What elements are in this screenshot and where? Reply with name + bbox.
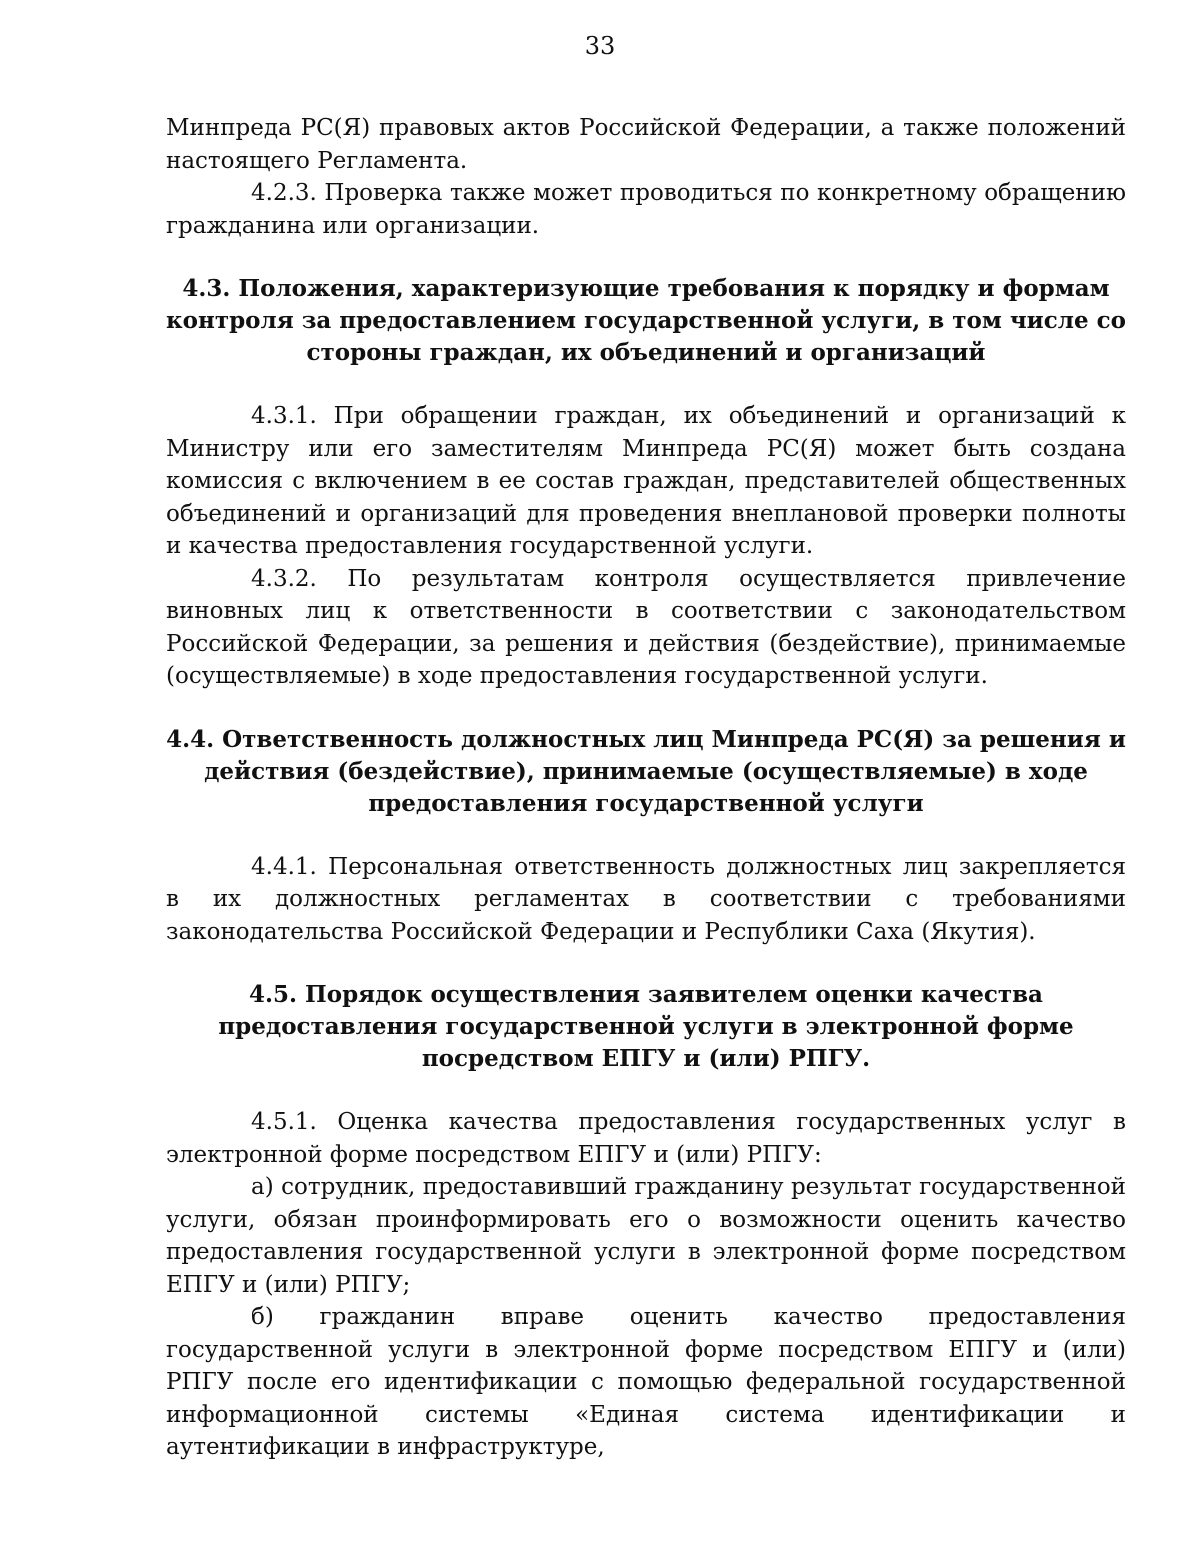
section-heading-4-3: 4.3. Положения, характеризующие требования к порядку и формам контроля за предоставлением государственной услуги, в том числе со стороны граждан, их объединений и организаций: [166, 275, 1126, 366]
paragraph-4-3-1: 4.3.1. При обращении граждан, их объединений и организаций к Министру или его заместителям Минпреда РС(Я) может быть создана комиссия с включением в ее состав граждан, представителей общественных объединений и организаций для проведения внеплановой проверки полноты и качества предоставления государственной услуги.: [166, 403, 1126, 559]
list-item-b: б) гражданин вправе оценить качество предоставления государственной услуги в электронной форме посредством ЕПГУ и (или) РПГУ после его идентификации с помощью федеральной государственной информационной системы «Единая система идентификации и аутентификации в инфраструктуре,: [166, 1304, 1126, 1460]
spacer: [166, 693, 1126, 724]
spacer: [166, 948, 1126, 979]
spacer: [166, 820, 1126, 851]
spacer: [166, 369, 1126, 400]
spacer: [166, 1075, 1126, 1106]
paragraph-4-3-2: 4.3.2. По результатам контроля осуществляется привлечение виновных лиц к ответственности в соответствии с законодательством Российской Федерации, за решения и действия (бездействие), принимаемые (осуществляемые) в ходе предоставления государственной услуги.: [166, 565, 1126, 689]
paragraph-continuation: Минпреда РС(Я) правовых актов Российской Федерации, а также положений настоящего Регламента.: [166, 115, 1126, 174]
document-body: [166, 112, 1126, 1464]
section-heading-4-4: 4.4. Ответственность должностных лиц Минпреда РС(Я) за решения и действия (бездействие), принимаемые (осуществляемые) в ходе предоставления государственной услуги: [166, 725, 1126, 817]
page-number: 33: [584, 32, 616, 60]
paragraph-4-2-3: 4.2.3. Проверка также может проводиться по конкретному обращению гражданина или организации.: [166, 180, 1126, 239]
paragraph-4-4-1: 4.4.1. Персональная ответственность должностных лиц закрепляется в их должностных регламентах в соответствии с требованиями законодательства Российской Федерации и Республики Саха (Якутия).: [166, 853, 1126, 945]
list-item-a: а) сотрудник, предоставивший гражданину результат государственной услуги, обязан проинформировать его о возможности оценить качество предоставления государственной услуги в электронной форме посредством ЕПГУ и (или) РПГУ;: [166, 1174, 1126, 1298]
section-heading-4-5: 4.5. Порядок осуществления заявителем оценки качества предоставления государственной услуги в электронной форме посредством ЕПГУ и (или) РПГУ.: [218, 981, 1074, 1072]
paragraph-4-5-1: 4.5.1. Оценка качества предоставления государственных услуг в электронной форме посредством ЕПГУ и (или) РПГУ:: [166, 1109, 1126, 1168]
spacer: [166, 242, 1126, 273]
